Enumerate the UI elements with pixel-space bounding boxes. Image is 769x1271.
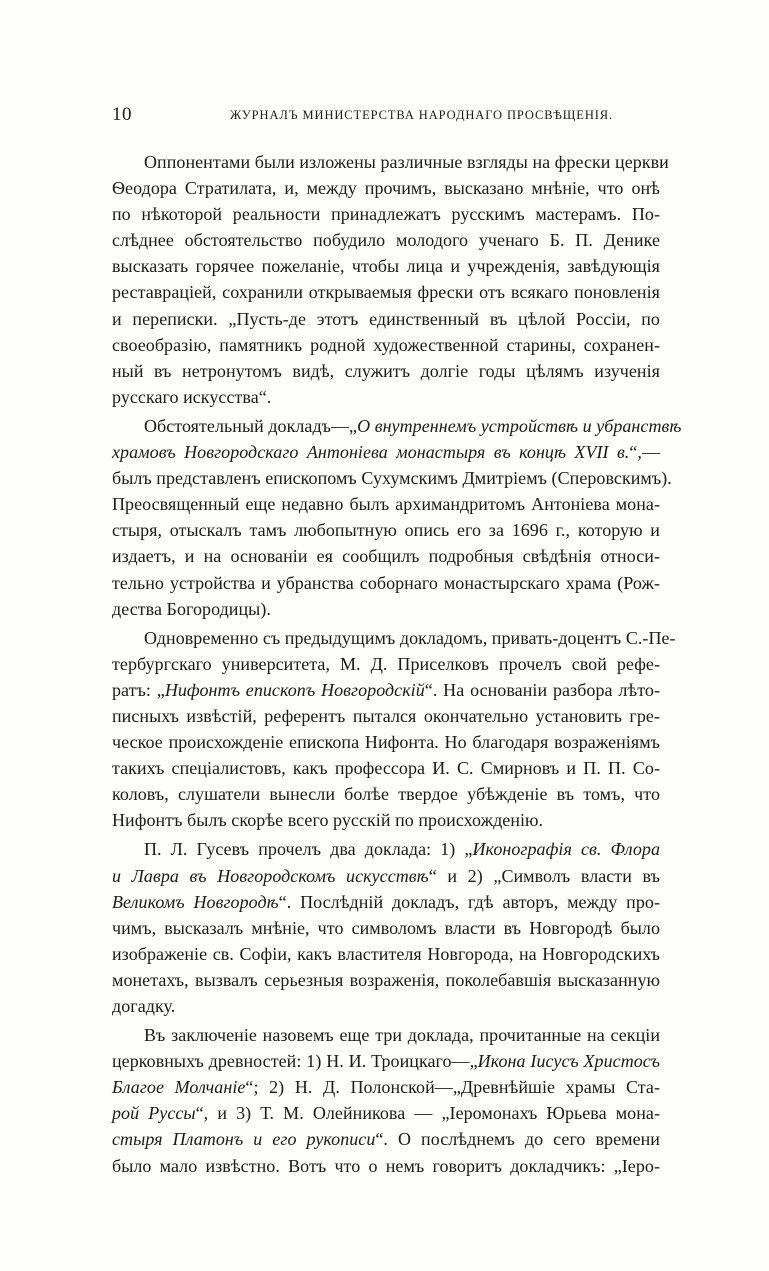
text-line — [112, 836, 660, 862]
text-line — [112, 175, 660, 201]
line-text: было мало извѣстно. Вотъ что о немъ говоритъ докладчикъ: „Іеро- — [112, 1155, 660, 1176]
line-text: церковныхъ древностей: 1) Н. И. Троицкаго—„ — [112, 1051, 478, 1072]
line-text: Одновременно съ предыдущимъ докладомъ, привать-доцентъ С.-Пе- — [144, 627, 676, 648]
line-text: догадку. — [112, 996, 176, 1016]
line-text: издаетъ, и на основаніи ея сообщилъ подробныя свѣдѣнія относи- — [112, 546, 660, 567]
text-line — [112, 439, 660, 465]
text-line — [112, 807, 660, 833]
line-text: слѣднее обстоятельство побудило молодого ученаго Б. П. Денике — [112, 230, 660, 251]
line-text: Въ заключеніе назовемъ еще три доклада, прочитанные на секціи — [144, 1025, 660, 1046]
line-text: П. Л. Гусевъ прочелъ два доклада: 1) „ — [144, 839, 473, 860]
text-line — [112, 651, 660, 677]
text-line — [112, 332, 660, 358]
line-text: высказать горячее пожеланіе, чтобы лица и учрежденія, завѣдующія — [112, 256, 660, 277]
italic-title: Благое Молчаніе — [112, 1077, 246, 1098]
text-line — [112, 863, 660, 889]
line-text: былъ представленъ епископомъ Сухумскимъ Дмитріемъ (Сперовскимъ). — [112, 468, 672, 489]
body-text — [112, 149, 682, 1179]
italic-title: Иконографія св. Флора — [472, 839, 660, 860]
line-text: “; 2) Н. Д. Полонской—„Древнѣйшіе храмы Ста- — [245, 1077, 661, 1098]
line-text: ческое происхожденіе епископа Нифонта. Но благодаря возраженіямъ — [112, 732, 660, 753]
text-line — [112, 227, 660, 253]
text-line — [112, 517, 660, 543]
line-text: “, и 3) Т. М. Олейникова — „Іеромонахъ Юрьева мона- — [195, 1103, 660, 1124]
line-text: по нѣкоторой реальности принадлежатъ русскимъ мастерамъ. По- — [112, 204, 660, 225]
line-text: Оппонентами были изложены различные взгляды на фрески церкви — [144, 152, 669, 172]
text-line — [112, 729, 660, 755]
text-line — [112, 149, 669, 175]
line-text: тербургскаго университета, М. Д. Приселковъ прочелъ свой рефе- — [112, 653, 660, 674]
line-text: коловъ, слушатели вынесли болѣе твердое убѣжденіе въ томъ, что — [112, 784, 660, 805]
line-text: чимъ, высказалъ мнѣніе, что символомъ власти въ Новгородѣ было — [112, 917, 660, 938]
line-text: “,— — [629, 442, 660, 463]
text-line — [112, 677, 660, 703]
page-number: 10 — [112, 104, 132, 125]
italic-title: Великомъ Новгородѣ — [112, 891, 279, 912]
text-line — [112, 1153, 660, 1179]
text-line — [112, 941, 660, 967]
text-line — [112, 1126, 660, 1152]
italic-title: Нифонтъ епископъ Новгородскій — [164, 679, 425, 700]
line-text: Обстоятельный докладъ—„ — [144, 415, 358, 436]
text-line — [112, 465, 672, 491]
text-line — [112, 358, 660, 384]
text-line — [112, 889, 660, 915]
text-line — [112, 703, 660, 729]
line-text: такихъ спеціалистовъ, какъ профессора И. С. Смирновъ и П. П. Со- — [112, 758, 660, 779]
text-line — [112, 596, 660, 622]
line-text: “. На основаніи разбора лѣто- — [424, 679, 660, 700]
text-line — [112, 491, 660, 517]
text-line — [112, 755, 660, 781]
line-text: дества Богородицы). — [112, 598, 271, 619]
text-line — [112, 625, 676, 651]
text-line — [112, 1022, 660, 1048]
italic-title: храмовъ Новгородскаго Антоніева монастыря въ концѣ XVII в. — [112, 442, 630, 463]
line-text: ратъ: „ — [112, 679, 165, 700]
line-text: русскаго искусства“. — [112, 386, 272, 407]
text-line — [112, 543, 660, 569]
text-line — [112, 781, 660, 807]
text-line — [112, 384, 660, 410]
italic-title: рой Руссы — [112, 1103, 196, 1124]
text-line — [112, 1074, 660, 1100]
text-line — [112, 993, 660, 1019]
text-line — [112, 279, 660, 305]
text-line — [112, 967, 660, 993]
line-text: стыря, отыскалъ тамъ любопытную опись его за 1696 г., которую и — [112, 520, 660, 541]
line-text: писныхъ извѣстій, референтъ пытался окончательно установить гре- — [112, 705, 660, 726]
italic-title: и Лавра въ Новгородскомъ искусствѣ — [112, 865, 429, 886]
text-line — [112, 306, 660, 332]
line-text: монетахъ, вызвалъ серьезныя возраженія, поколебавшія высказанную — [112, 969, 660, 990]
text-line — [112, 570, 660, 596]
italic-title: О внутреннемъ устройствѣ и убранствѣ — [357, 415, 682, 436]
text-line — [112, 253, 660, 279]
line-text: тельно устройства и убранства соборнаго монастырскаго храма (Рож- — [112, 572, 660, 593]
line-text: изображеніе св. Софіи, какъ властителя Новгорода, на Новгородскихъ — [112, 943, 660, 964]
line-text: Нифонтъ былъ скорѣе всего русскій по происхожденію. — [112, 810, 544, 831]
text-line — [112, 1048, 660, 1074]
line-text: реставраціей, сохранили открываемыя фрески отъ всякаго поновленія — [112, 282, 660, 303]
line-text: “ и 2) „Символъ власти въ — [428, 865, 660, 886]
line-text: “. Послѣдній докладъ, гдѣ авторъ, между про- — [278, 891, 660, 912]
text-line — [112, 1100, 660, 1126]
line-text: Преосвященный еще недавно былъ архимандритомъ Антоніева мона- — [112, 494, 660, 515]
text-line — [112, 201, 660, 227]
text-line — [112, 915, 660, 941]
line-text: своеобразію, памятникъ родной художественной старины, сохранен- — [112, 334, 660, 355]
line-text: ный въ нетронутомъ видѣ, служитъ долгіе годы цѣлямъ изученія — [112, 360, 660, 381]
italic-title: Икона Іисусъ Христосъ — [477, 1051, 660, 1072]
running-head — [112, 104, 660, 128]
text-line — [112, 413, 682, 439]
italic-title: стыря Платонъ и его рукописи — [112, 1129, 376, 1150]
line-text: “. О послѣднемъ до сего времени — [375, 1129, 660, 1150]
journal-title: ЖУРНАЛЪ МИНИСТЕРСТВА НАРОДНАГО ПРОСВѢЩЕНІЯ. — [230, 108, 614, 122]
line-text: Ѳеодора Стратилата, и, между прочимъ, высказано мнѣніе, что онѣ — [112, 178, 660, 199]
line-text: и переписки. „Пусть-де этотъ единственный въ цѣлой Россіи, по — [112, 308, 660, 329]
